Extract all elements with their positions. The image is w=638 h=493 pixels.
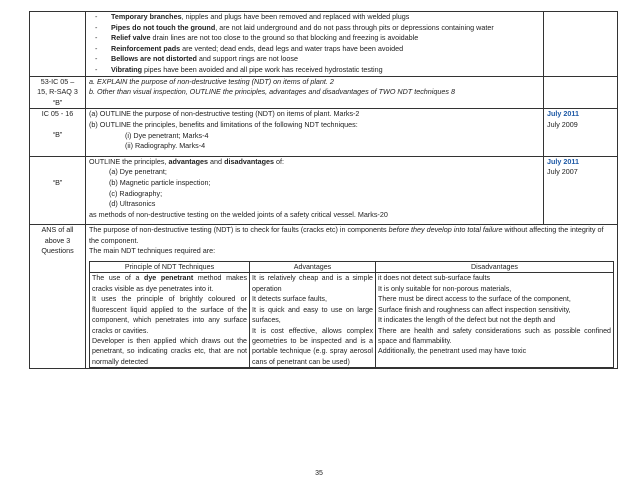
column-header: Advantages (250, 262, 376, 273)
date-cell (544, 109, 618, 156)
exam-date-highlight: July 2011 (547, 109, 579, 119)
date-cell (544, 156, 618, 225)
exam-date: July 2007 (547, 167, 578, 177)
principle-cell: The use of a dye penetrant method makes cracks visible as dye penetrates into it. It uses the principle of brightly coloured or fluorescent liquid applied to the surface of the component, which penetrates into any surface cracks or cavities. Developer is then applied which draws out the penetrant, so indicating cracks etc, that are not normally detected (90, 273, 250, 368)
table-row (30, 225, 618, 369)
list-item: - Pipes do not touch the ground, are not laid underground and do not pass through pits or depressions containing water (95, 23, 540, 34)
table-header-row (90, 262, 614, 273)
table-row (30, 156, 618, 225)
column-header: Disadvantages (376, 262, 614, 273)
ref-cell: “B” (30, 156, 86, 225)
ref-cell: 53-IC 05 – 15, R-SAQ 3 “B” (30, 76, 86, 109)
page-number: 35 (315, 470, 323, 477)
list-item: - Relief valve drain lines are not too close to the ground so that blocking and freezing is avoidable (95, 33, 540, 44)
column-header: Principle of NDT Techniques (90, 262, 250, 273)
question-text: (a) OUTLINE the purpose of non-destructive testing (NDT) on items of plant. Marks-2 (b) OUTLINE the principles, benefits and limitations of the following NDT techniques: (i) Dye penetrant; Marks-4 (ii) Radiography. Marks-4 (86, 109, 544, 156)
list-item: - Temporary branches, nipples and plugs have been removed and replaced with welded plugs (95, 12, 540, 23)
questions-table (29, 11, 618, 369)
bullet-list (89, 12, 540, 76)
ref-cell: ANS of all above 3 Questions (30, 225, 86, 369)
table-row (30, 12, 618, 77)
question-text: OUTLINE the principles, advantages and disadvantages of: (a) Dye penetrant; (b) Magnetic particle inspection; (c) Radiography; (d) Ultrasonics as methods of non-destructive testing on the welded joints of a safety critical vessel. Marks-20 (86, 156, 544, 225)
table-row (90, 273, 614, 368)
ndt-techniques-table (89, 261, 614, 368)
ref-cell (30, 12, 86, 77)
advantages-cell: It is relatively cheap and is a simple operation It detects surface faults, It is quick and easy to use on large surfaces, It is cost effective, allows complex geometries to be inspected and is a portable technique (e.g. spray aerosol cans of penetrant can be used) (250, 273, 376, 368)
list-item: - Vibrating pipes have been avoided and all pipe work has received hydrostatic testing (95, 65, 540, 76)
answer-cell: The purpose of non-destructive testing (NDT) is to check for faults (cracks etc) in components before they develop into total failure without affecting the integrity of the component. The main NDT techniques required are: Principle of NDT Techniques Advantages Disadvantages The use of a dye penetrant method makes cracks visible as dye penetrates into it. It uses the principle of brightly coloured or fluorescent liquid applied to the surface of the component, which penetrates into any surface cracks or cavities. Developer is then applied which draws out the penetrant, so indicating cracks etc, that are not normally detected It is relatively cheap and is a simple operation It detects surface faults, It is quick and easy to use on large surfaces, It is cost effective, allows complex geometries to be inspected and is a portable technique (e.g. spray aerosol cans of penetrant can be used) it does not detect sub-surface faults It is only suitable for non-porous materials, There must be direct access to the surface of the component, Surface finish and roughness can affect inspection sensitivity, It indicates the length of the defect but not the depth and There are health and safety considerations such as possible confined space and flammability. Additionally, the penetrant used may have toxic (86, 225, 618, 369)
date-cell (544, 76, 618, 109)
disadvantages-cell: it does not detect sub-surface faults It is only suitable for non-porous materials, There must be direct access to the surface of the component, Surface finish and roughness can affect inspection sensitivity, It indicates the length of the defect but not the depth and There are health and safety considerations such as possible confined space and flammability. Additionally, the penetrant used may have toxic (376, 273, 614, 368)
table-row (30, 76, 618, 109)
exam-date-highlight: July 2011 (547, 156, 579, 166)
exam-date: July 2009 (547, 119, 578, 129)
ref-cell: IC 05 - 16 “B” (30, 109, 86, 156)
date-cell (544, 12, 618, 77)
list-item: - Bellows are not distorted and support rings are not loose (95, 54, 540, 65)
question-text: a. EXPLAIN the purpose of non-destructive testing (NDT) on items of plant. 2 b. Other than visual inspection, OUTLINE the principles, advantages and disadvantages of TWO NDT techniques 8 (86, 76, 544, 109)
content-cell (86, 12, 544, 77)
list-item: - Reinforcement pads are vented; dead ends, dead legs and water traps have been avoided (95, 44, 540, 55)
table-row (30, 109, 618, 156)
